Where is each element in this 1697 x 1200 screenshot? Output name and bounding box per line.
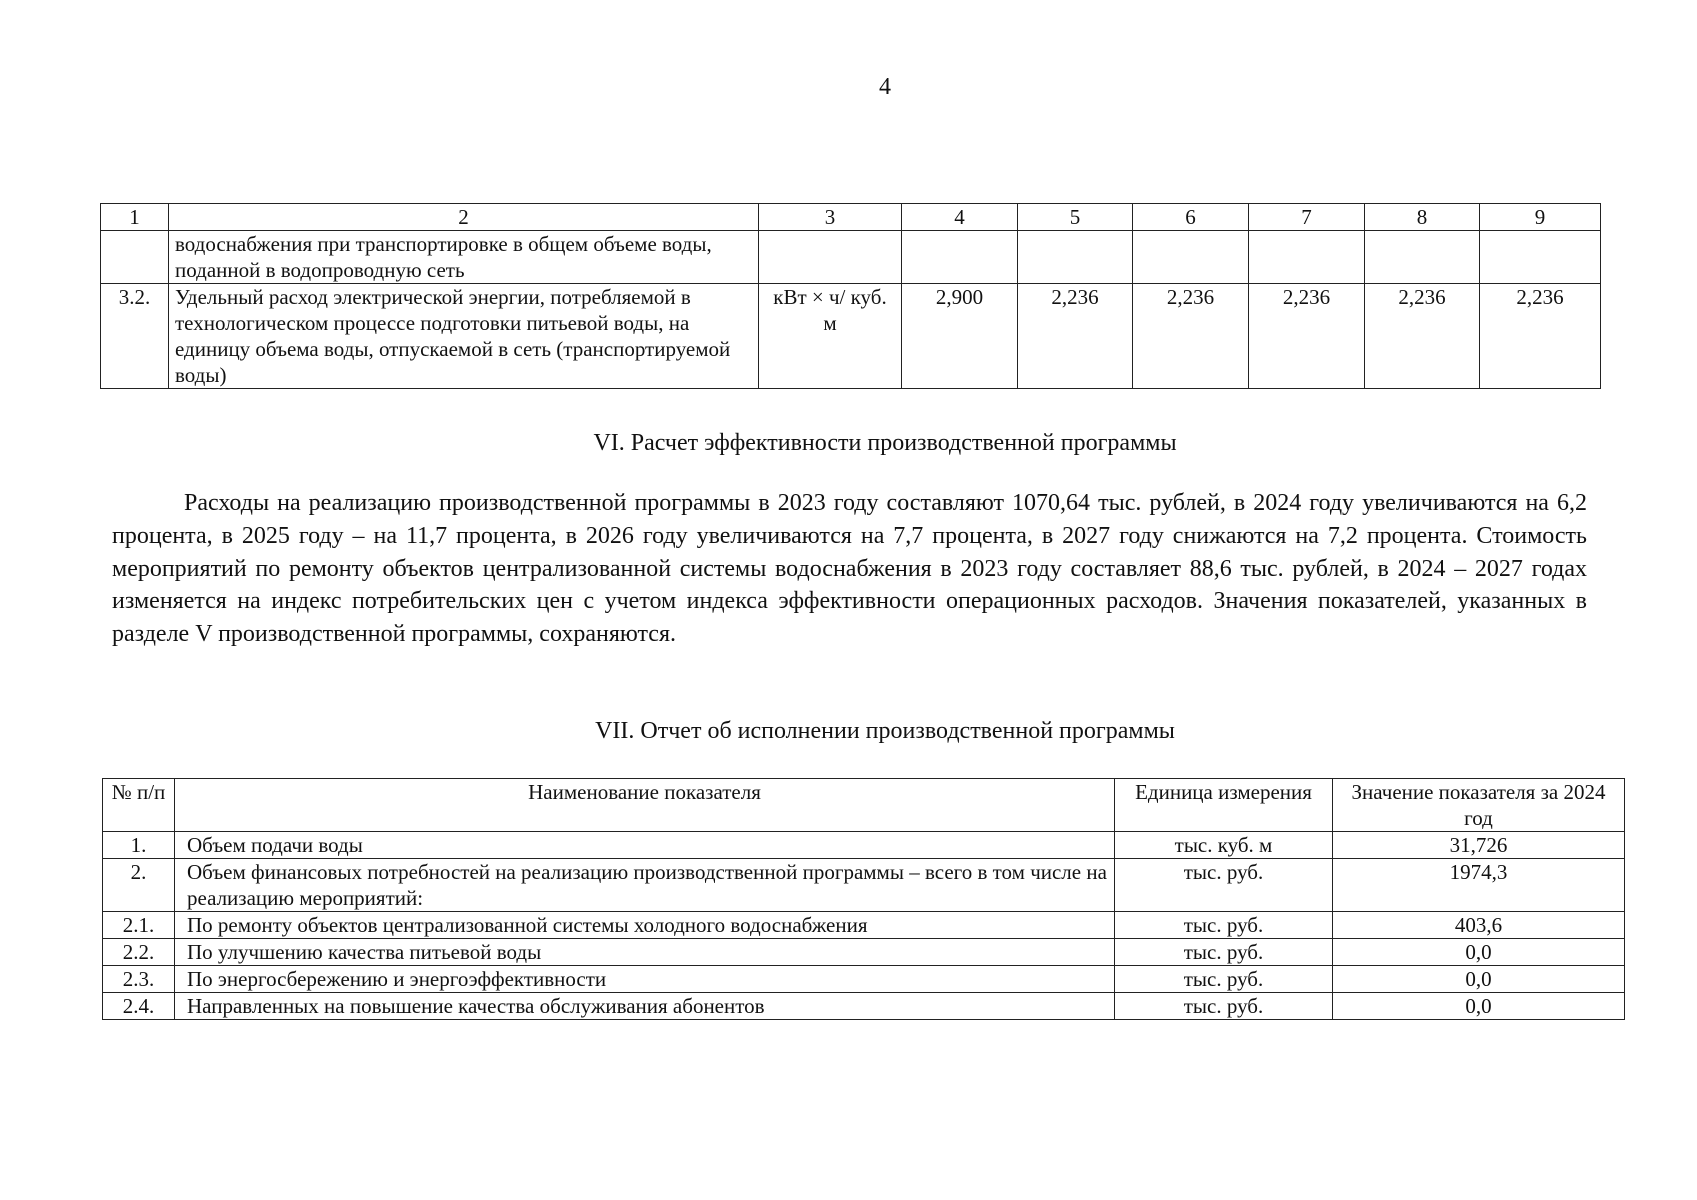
indicator-unit: тыс. куб. м xyxy=(1115,832,1333,859)
indicator-unit: тыс. руб. xyxy=(1115,966,1333,993)
column-number: 6 xyxy=(1133,204,1249,231)
table-row xyxy=(103,993,1625,1020)
column-number: 4 xyxy=(902,204,1018,231)
column-number: 7 xyxy=(1249,204,1365,231)
indicator-value: 2,236 xyxy=(1365,284,1480,389)
indicator-value xyxy=(1365,231,1480,284)
section-6-paragraph: Расходы на реализацию производственной программы в 2023 году составляют 1070,64 тыс. рублей, в 2024 году увеличиваются на 6,2 процента, в 2025 году – на 11,7 процента, в 2026 году увеличиваются на 7,7 процента, в 2027 году снижаются на 7,2 процента. Стоимость мероприятий по ремонту объектов централизованной системы водоснабжения в 2023 году составляет 88,6 тыс. рублей, в 2024 – 2027 годах изменяется на индекс потребительских цен с учетом индекса эффективности операционных расходов. Значения показателей, указанных в разделе V производственной программы, сохраняются. xyxy=(112,490,1587,648)
indicator-unit: тыс. руб. xyxy=(1115,939,1333,966)
header-name: Наименование показателя xyxy=(175,779,1115,832)
indicator-unit: тыс. руб. xyxy=(1115,993,1333,1020)
report-header-row xyxy=(103,779,1625,832)
indicator-name: водоснабжения при транспортировке в общем объеме воды, поданной в водопроводную сеть xyxy=(169,231,759,284)
indicator-name: Объем финансовых потребностей на реализацию производственной программы – всего в том числе на реализацию мероприятий: xyxy=(175,859,1115,912)
indicator-value: 403,6 xyxy=(1333,912,1625,939)
header-value: Значение показателя за 2024 год xyxy=(1333,779,1625,832)
indicator-value: 2,236 xyxy=(1480,284,1601,389)
report-table xyxy=(102,778,1625,1020)
row-number xyxy=(101,231,169,284)
indicator-value xyxy=(1480,231,1601,284)
page-number: 4 xyxy=(879,74,891,100)
row-number: 2.4. xyxy=(103,993,175,1020)
table-row xyxy=(103,966,1625,993)
column-number-row xyxy=(101,204,1601,231)
indicator-value: 0,0 xyxy=(1333,993,1625,1020)
header-unit: Единица измерения xyxy=(1115,779,1333,832)
row-number: 2. xyxy=(103,859,175,912)
indicator-value: 2,236 xyxy=(1249,284,1365,389)
table-row xyxy=(103,832,1625,859)
column-number: 9 xyxy=(1480,204,1601,231)
indicator-value xyxy=(1249,231,1365,284)
indicator-value: 1974,3 xyxy=(1333,859,1625,912)
indicator-unit: тыс. руб. xyxy=(1115,859,1333,912)
indicator-value xyxy=(1018,231,1133,284)
indicator-name: По энергосбережению и энергоэффективности xyxy=(175,966,1115,993)
table-row xyxy=(103,912,1625,939)
table-row xyxy=(101,231,1601,284)
row-number: 2.3. xyxy=(103,966,175,993)
indicator-value: 0,0 xyxy=(1333,939,1625,966)
indicator-name: Направленных на повышение качества обслуживания абонентов xyxy=(175,993,1115,1020)
row-number: 2.1. xyxy=(103,912,175,939)
section-7-title: VII. Отчет об исполнении производственной программы xyxy=(595,718,1175,744)
table-row xyxy=(103,939,1625,966)
column-number: 2 xyxy=(169,204,759,231)
table-row xyxy=(101,284,1601,389)
column-number: 5 xyxy=(1018,204,1133,231)
row-number: 1. xyxy=(103,832,175,859)
indicator-value: 0,0 xyxy=(1333,966,1625,993)
row-number: 2.2. xyxy=(103,939,175,966)
indicator-unit xyxy=(759,231,902,284)
indicator-unit: тыс. руб. xyxy=(1115,912,1333,939)
indicator-value xyxy=(1133,231,1249,284)
indicator-value xyxy=(902,231,1018,284)
indicator-value: 31,726 xyxy=(1333,832,1625,859)
table-row xyxy=(103,859,1625,912)
column-number: 3 xyxy=(759,204,902,231)
header-number: № п/п xyxy=(103,779,175,832)
row-number: 3.2. xyxy=(101,284,169,389)
column-number: 8 xyxy=(1365,204,1480,231)
section-6-title: VI. Расчет эффективности производственной программы xyxy=(593,430,1177,456)
indicator-value: 2,236 xyxy=(1018,284,1133,389)
indicator-unit: кВт × ч/ куб. м xyxy=(759,284,902,389)
indicator-value: 2,236 xyxy=(1133,284,1249,389)
column-number: 1 xyxy=(101,204,169,231)
indicator-name: По ремонту объектов централизованной системы холодного водоснабжения xyxy=(175,912,1115,939)
indicator-value: 2,900 xyxy=(902,284,1018,389)
indicator-name: Удельный расход электрической энергии, потребляемой в технологическом процессе подготовки питьевой воды, на единицу объема воды, отпускаемой в сеть (транспортируемой воды) xyxy=(169,284,759,389)
indicator-name: По улучшению качества питьевой воды xyxy=(175,939,1115,966)
indicator-name: Объем подачи воды xyxy=(175,832,1115,859)
indicators-table-continuation xyxy=(100,203,1601,389)
